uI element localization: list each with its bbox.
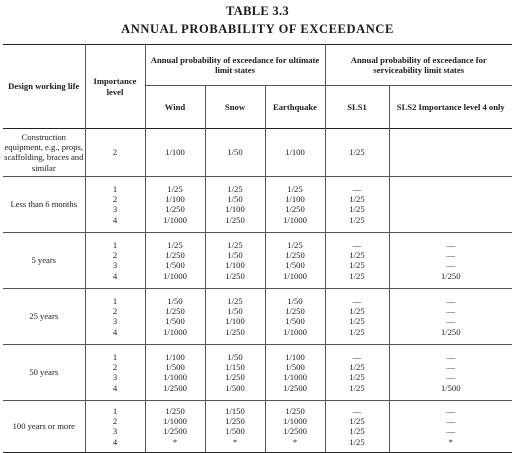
value: 1/250 — [225, 372, 245, 383]
value: 1/25 — [349, 436, 365, 447]
value: 1/25 — [349, 382, 365, 393]
value: 1/25 — [349, 426, 365, 437]
sls1-cell — [325, 176, 389, 232]
value: 1/50 — [227, 194, 243, 205]
value — [390, 215, 513, 225]
value: — — [352, 295, 362, 306]
value: 1/25 — [227, 239, 243, 250]
value: 1/25 — [349, 306, 365, 317]
sls1-cell — [325, 288, 389, 344]
value: — — [446, 405, 456, 416]
design-life-cell: Less than 6 months — [3, 176, 85, 232]
value: 1/50 — [227, 306, 243, 317]
value: 1/25 — [167, 183, 183, 194]
value: 1/25 — [349, 316, 365, 327]
value: 1/25 — [349, 214, 365, 225]
value: 1/100 — [225, 260, 245, 271]
value: 1/2500 — [163, 426, 187, 437]
value: 1/25 — [349, 326, 365, 337]
earthquake-cell — [265, 400, 325, 452]
value: * — [448, 436, 453, 447]
value: 1/25 — [227, 183, 243, 194]
value: 1/250 — [225, 270, 245, 281]
design-life-cell: 50 years — [3, 344, 85, 400]
sls2-cell — [389, 176, 512, 232]
value: * — [232, 436, 238, 447]
value: 1/25 — [287, 239, 303, 250]
snow-cell — [205, 232, 265, 288]
design-life-cell: 25 years — [3, 288, 85, 344]
header-sls2: SLS2 Importance level 4 only — [396, 101, 505, 112]
table-row — [3, 288, 512, 344]
value: 3 — [112, 260, 118, 271]
value: 1/1000 — [163, 214, 187, 225]
value: 1/100 — [225, 316, 245, 327]
value: 1/100 — [285, 194, 305, 205]
value: * — [292, 436, 298, 447]
sls1-cell: 1/25 — [325, 129, 389, 177]
value: 1/500 — [285, 316, 305, 327]
value — [390, 184, 513, 194]
value: 4 — [112, 436, 118, 447]
value: — — [352, 405, 362, 416]
table-number: TABLE 3.3 — [226, 4, 289, 18]
value: — — [446, 250, 456, 261]
sls2-cell — [389, 129, 512, 177]
value: 1/25 — [349, 416, 365, 427]
design-life-cell: 5 years — [3, 232, 85, 288]
value: 1/250 — [165, 250, 185, 261]
value: 4 — [112, 382, 118, 393]
header-importance-level: Importance level — [85, 45, 145, 129]
earthquake-cell — [265, 232, 325, 288]
value: 1/500 — [225, 382, 245, 393]
value: 1/150 — [225, 405, 245, 416]
value: 1/150 — [225, 362, 245, 373]
sls1-cell — [325, 400, 389, 452]
value: 3 — [112, 426, 118, 437]
value — [390, 194, 513, 204]
value: 1/25 — [349, 250, 365, 261]
value: 1/50 — [287, 295, 303, 306]
value: 1/250 — [165, 204, 185, 215]
value: 1/100 — [165, 194, 185, 205]
value: 1/25 — [349, 270, 365, 281]
value: 1/2500 — [163, 382, 187, 393]
value: 1/50 — [227, 250, 243, 261]
value: 2 — [112, 306, 118, 317]
value: 1 — [112, 405, 118, 416]
sls1-cell — [325, 232, 389, 288]
value: 1 — [112, 295, 118, 306]
design-life-cell: 100 years or more — [3, 400, 85, 452]
earthquake-cell — [265, 176, 325, 232]
value: — — [446, 416, 456, 427]
wind-cell: 1/100 — [145, 129, 205, 177]
value: 1/100 — [285, 351, 305, 362]
value: 1/25 — [349, 260, 365, 271]
value: 1/250 — [225, 416, 245, 427]
value: — — [352, 183, 362, 194]
value: 1/250 — [285, 250, 305, 261]
value: 1/1000 — [163, 270, 187, 281]
value: 3 — [112, 316, 118, 327]
value: 1/1000 — [163, 416, 187, 427]
value: 1/250 — [225, 214, 245, 225]
value: 1/1000 — [283, 416, 307, 427]
table-row — [3, 129, 512, 177]
wind-cell — [145, 288, 205, 344]
value: 1/100 — [165, 351, 185, 362]
value: 4 — [112, 326, 118, 337]
wind-cell — [145, 400, 205, 452]
value: — — [446, 316, 456, 327]
importance-level-cell — [85, 232, 145, 288]
table-row — [3, 400, 512, 452]
value: 2 — [112, 416, 118, 427]
value: — — [446, 351, 456, 362]
value: 1/500 — [165, 362, 185, 373]
value: 1/500 — [285, 362, 305, 373]
value: 3 — [112, 372, 118, 383]
header-wind: Wind — [145, 86, 205, 129]
value: — — [446, 362, 456, 373]
earthquake-cell — [265, 288, 325, 344]
value: 4 — [112, 214, 118, 225]
value: 1 — [112, 351, 118, 362]
value: 1/250 — [440, 270, 461, 281]
snow-cell: 1/50 — [205, 129, 265, 177]
table-title: ANNUAL PROBABILITY OF EXCEEDANCE — [121, 22, 394, 36]
value: — — [446, 306, 456, 317]
value: 1/25 — [227, 295, 243, 306]
table-row — [3, 232, 512, 288]
value: 1/500 — [285, 260, 305, 271]
value: 1/1000 — [283, 270, 307, 281]
value: — — [352, 351, 362, 362]
sls1-cell — [325, 344, 389, 400]
value: 1/250 — [285, 204, 305, 215]
value: — — [446, 295, 456, 306]
earthquake-cell — [265, 344, 325, 400]
value: 2 — [112, 362, 118, 373]
value: 1/25 — [287, 183, 303, 194]
snow-cell — [205, 400, 265, 452]
probability-table-wrapper — [3, 44, 512, 453]
importance-level-cell — [85, 400, 145, 452]
value: 1/500 — [165, 316, 185, 327]
header-earthquake: Earthquake — [265, 86, 325, 129]
value: 1 — [112, 183, 118, 194]
value: 1/500 — [440, 382, 461, 393]
value: — — [446, 260, 456, 271]
value: — — [446, 426, 456, 437]
wind-cell — [145, 176, 205, 232]
value: 1/250 — [225, 326, 245, 337]
design-life-cell: Construction equipment, e.g., props, scaffolding, braces and similar — [3, 129, 85, 177]
value: 1/25 — [349, 194, 365, 205]
sls2-cell — [389, 288, 512, 344]
table-row — [3, 344, 512, 400]
wind-cell — [145, 344, 205, 400]
snow-cell — [205, 288, 265, 344]
value: 1/50 — [227, 351, 243, 362]
value: 1/1000 — [163, 372, 187, 383]
sls2-cell — [389, 344, 512, 400]
value: 1/50 — [167, 295, 183, 306]
value: 1/2500 — [283, 426, 307, 437]
importance-level-cell — [85, 288, 145, 344]
value: 3 — [112, 204, 118, 215]
value: 1/1000 — [163, 326, 187, 337]
snow-cell — [205, 344, 265, 400]
value: 1/250 — [285, 405, 305, 416]
header-serviceability-group: Annual probability of exceedance for serviceability limit states — [325, 45, 512, 86]
value: 1/250 — [165, 405, 185, 416]
importance-level-cell: 2 — [85, 129, 145, 177]
header-sls1: SLS1 — [325, 86, 389, 129]
value: — — [446, 239, 456, 250]
value: 1/100 — [225, 204, 245, 215]
earthquake-cell: 1/100 — [265, 129, 325, 177]
value: — — [446, 372, 456, 383]
value: 1/1000 — [283, 372, 307, 383]
value — [390, 204, 513, 214]
value: 2 — [112, 250, 118, 261]
value: 1/500 — [165, 260, 185, 271]
header-snow: Snow — [205, 86, 265, 129]
importance-level-cell — [85, 344, 145, 400]
header-design-working-life: Design working life — [3, 45, 85, 129]
value: * — [172, 436, 178, 447]
wind-cell — [145, 232, 205, 288]
value: 1/25 — [349, 372, 365, 383]
value: 2 — [112, 194, 118, 205]
value: 1 — [112, 239, 118, 250]
snow-cell — [205, 176, 265, 232]
importance-level-cell — [85, 176, 145, 232]
sls2-cell — [389, 400, 512, 452]
probability-table — [3, 44, 512, 453]
value: 1/25 — [349, 362, 365, 373]
value: 1/250 — [165, 306, 185, 317]
value: 1/250 — [285, 306, 305, 317]
value: 1/2500 — [283, 382, 307, 393]
value: 1/250 — [440, 326, 461, 337]
value: — — [352, 239, 362, 250]
value: 1/1000 — [283, 214, 307, 225]
value: 1/500 — [225, 426, 245, 437]
table-row — [3, 176, 512, 232]
value: 1/25 — [167, 239, 183, 250]
value: 1/1000 — [283, 326, 307, 337]
sls2-cell — [389, 232, 512, 288]
header-ultimate-group: Annual probability of exceedance for ultimate limit states — [145, 45, 325, 86]
value: 1/25 — [349, 204, 365, 215]
value: 4 — [112, 270, 118, 281]
